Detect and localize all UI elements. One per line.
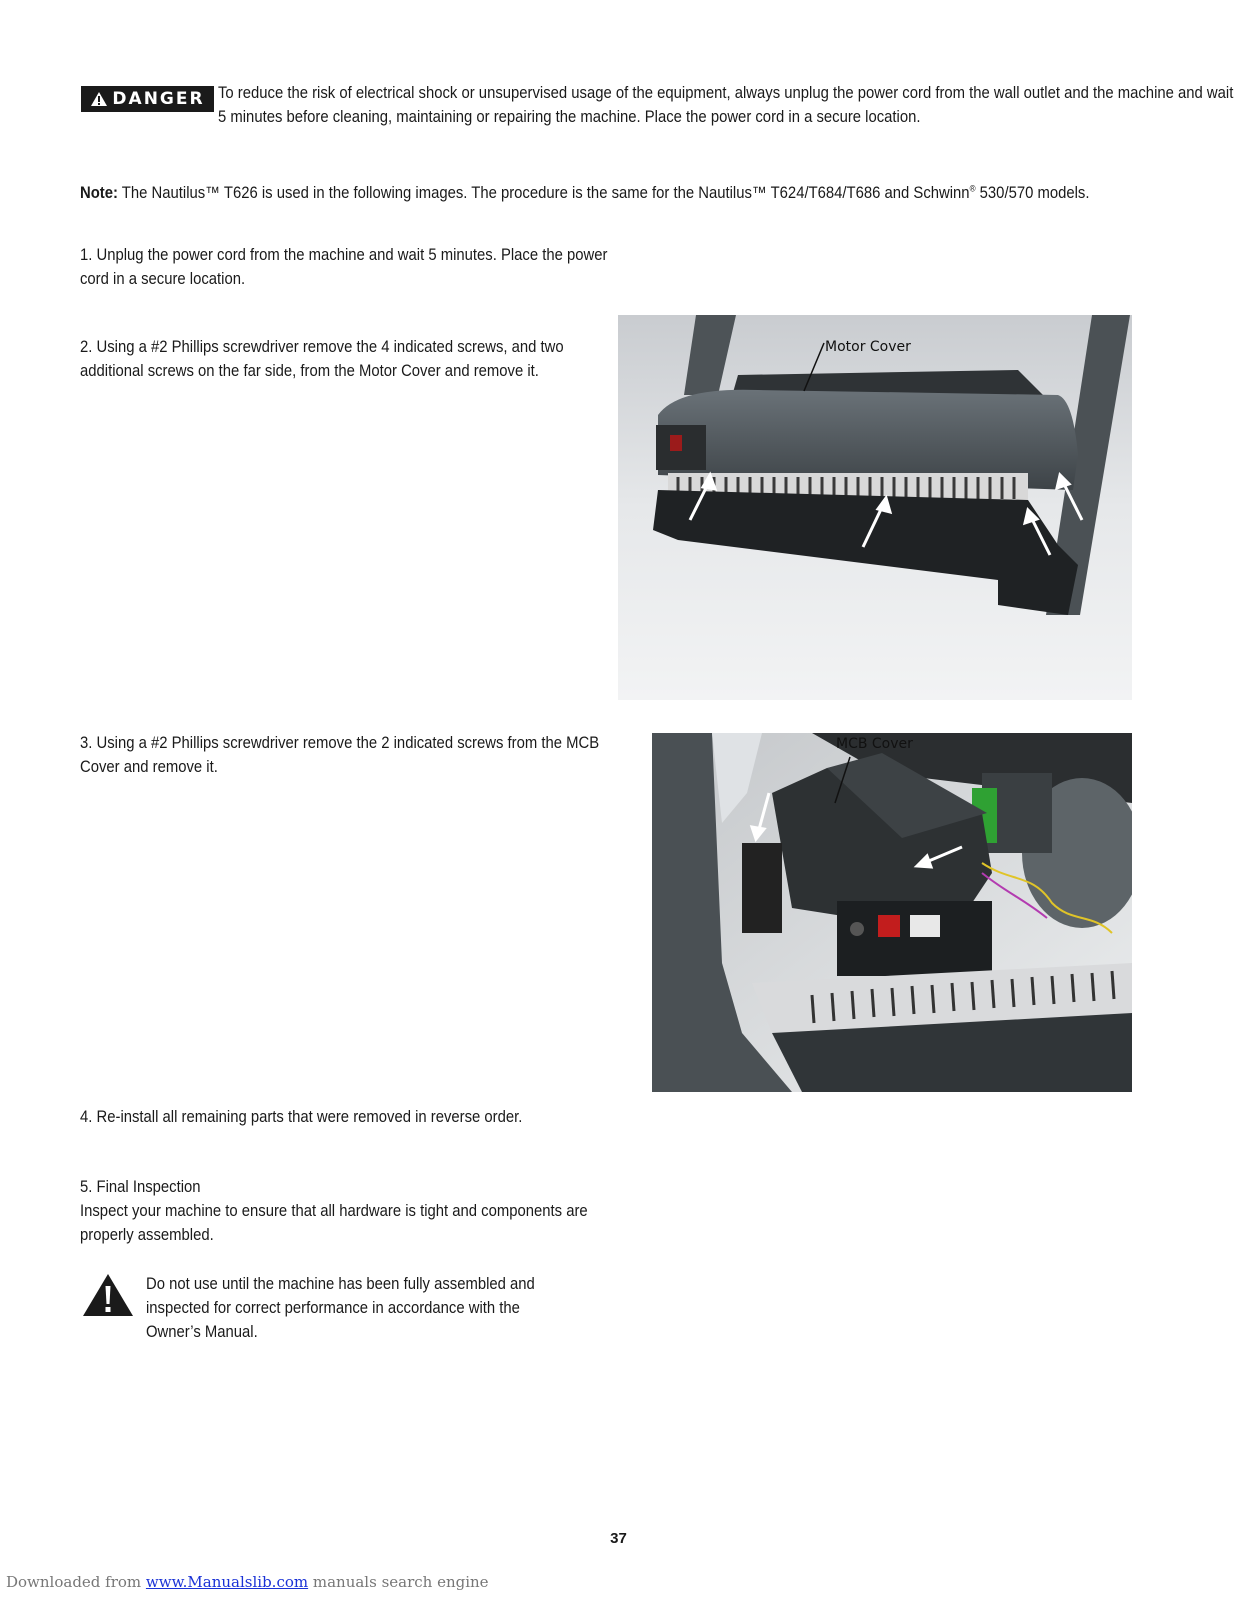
step-5-text: Inspect your machine to ensure that all hardware is tight and components are properly assembled. bbox=[80, 1202, 588, 1244]
footer-prefix: Downloaded from bbox=[6, 1573, 146, 1591]
warning-text: Do not use until the machine has been fully assembled and inspected for correct performance in accordance with the Owner’s Manual. bbox=[146, 1275, 535, 1341]
warning-triangle-icon bbox=[90, 91, 108, 107]
note-label: Note: bbox=[80, 184, 118, 202]
danger-badge-label: DANGER bbox=[112, 89, 205, 109]
note-paragraph bbox=[80, 181, 1183, 205]
step-2: 2. Using a #2 Phillips screwdriver remove the 4 indicated screws, and two additional screws on the far side, from the Motor Cover and remove it. bbox=[80, 338, 564, 380]
step-1: 1. Unplug the power cord from the machine and wait 5 minutes. Place the power cord in a secure location. bbox=[80, 246, 608, 288]
footer bbox=[6, 1573, 489, 1591]
warning-icon bbox=[81, 1272, 135, 1318]
mcb-cover-photo bbox=[652, 733, 1132, 1092]
note-reg-mark: ® bbox=[969, 183, 976, 194]
motor-cover-callout: Motor Cover bbox=[825, 339, 911, 355]
footer-suffix: manuals search engine bbox=[308, 1573, 489, 1591]
step-4: 4. Re-install all remaining parts that were removed in reverse order. bbox=[80, 1108, 523, 1126]
mcb-cover-callout: MCB Cover bbox=[836, 736, 913, 752]
danger-text: To reduce the risk of electrical shock or unsupervised usage of the equipment, always unplug the power cord from the wall outlet and the machine and wait 5 minutes before cleaning, maintaining or repairing the machine. Place the power cord in a secure location. bbox=[218, 84, 1234, 126]
motor-cover-photo bbox=[618, 315, 1132, 700]
note-text-before: The Nautilus™ T626 is used in the following images. The procedure is the same for the Nautilus™ T624/T684/T686 and Schwinn bbox=[117, 184, 970, 202]
step-3: 3. Using a #2 Phillips screwdriver remove the 2 indicated screws from the MCB Cover and remove it. bbox=[80, 734, 600, 776]
page-number: 37 bbox=[610, 1530, 627, 1547]
danger-badge bbox=[81, 86, 214, 112]
manualslib-link[interactable]: www.Manualslib.com bbox=[145, 1573, 309, 1591]
step-5-title: 5. Final Inspection bbox=[80, 1178, 201, 1196]
note-text-after: 530/570 models. bbox=[975, 184, 1090, 202]
